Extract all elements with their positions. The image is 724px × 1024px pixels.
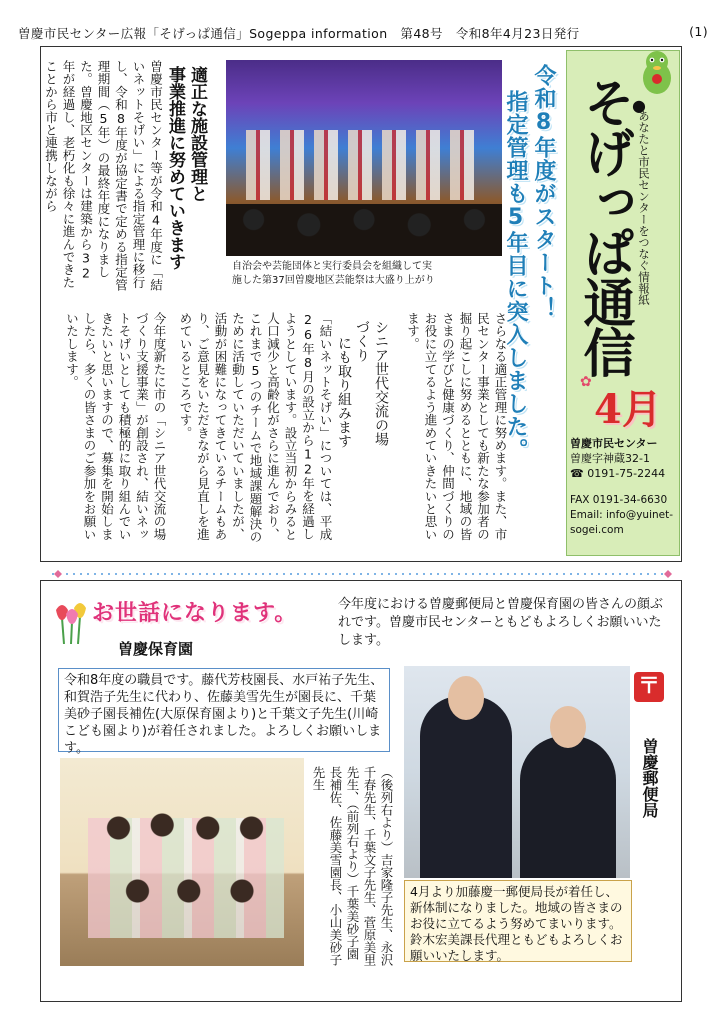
section-heading-2-line1: シニア世代交流の場づくり bbox=[354, 320, 389, 446]
nursery-name: 曽慶保育園 bbox=[118, 640, 194, 658]
post-office-name: 曽慶郵便局 bbox=[640, 738, 659, 818]
photo-caption-line1: 自治会や芸能団体と実行委員会を組織して実 bbox=[232, 261, 432, 272]
decorative-divider bbox=[52, 569, 672, 579]
section-heading-1-line1: 適正な施設管理と bbox=[187, 66, 207, 202]
post-office-text: 4月より加藤慶一郵便局長が着任し、新体制になりました。地域の皆さまのお役に立てるよう努めてまいります。鈴木宏美課長代理ともどもよろしくお願いいたします。 bbox=[410, 884, 623, 963]
staff-woman-head bbox=[550, 706, 586, 748]
mascot-icon bbox=[638, 48, 676, 96]
month-label: 4月 bbox=[594, 386, 662, 433]
main-headline-line1: 令和8年度がスタート！ bbox=[531, 64, 556, 320]
staff-man-head bbox=[448, 676, 484, 720]
section-heading-2-line2: にも取り組みます bbox=[336, 336, 352, 448]
flower-icon: ✿ bbox=[580, 374, 592, 390]
nursery-staff-names: （後列右より）吉家隆子先生、永沢千春先生、千葉文子先生、菅原美里先生、（前列右より）千葉美砂子園長補佐、佐藤美雪園長、小山美砂子先生 bbox=[311, 766, 394, 966]
center-tel: ☎ 0191-75-2244 bbox=[570, 467, 666, 480]
section-heading-1 bbox=[186, 66, 208, 276]
tulip-icon bbox=[52, 600, 92, 644]
main-headline-line2: 指定管理も5年目に突入しました。 bbox=[503, 90, 528, 461]
bullet-dot: ● bbox=[632, 96, 646, 115]
masthead-subtitle: あなたと市民センターをつなぐ情報紙 bbox=[637, 110, 651, 306]
masthead-title: そげっぱ通信 bbox=[574, 76, 634, 376]
performers-graphic bbox=[246, 130, 482, 200]
photo-caption bbox=[232, 260, 508, 288]
photo-caption-line2: 施した第37回曽慶地区芸能祭は大盛り上がり bbox=[232, 275, 435, 286]
post-office-staff-photo bbox=[404, 666, 630, 878]
postmark-icon: 〒 bbox=[634, 672, 664, 702]
bottom-title: お世話になります。 bbox=[92, 601, 298, 626]
nursery-staff-photo bbox=[60, 758, 304, 966]
section-heading-1-line2: 事業推進に努めていきます bbox=[165, 66, 185, 270]
center-fax: FAX 0191-34-6630 bbox=[570, 494, 668, 506]
center-contact bbox=[570, 436, 676, 538]
center-address: 曽慶字神蔵32-1 bbox=[570, 452, 650, 465]
article-column-4: 今年度新たに市の「シニア世代交流の場づくり支援事業」が創設され、結いネットそげいとしても積極的に取り組んでいきたいと思いますので、募集を開始しましたら、多くの皆さまのご参加をお願いいたします。 bbox=[64, 312, 167, 541]
header-text: 曽慶市民センター広報「そげっぱ通信」Sogeppa information 第48号 令和8年4月23日発行 bbox=[18, 26, 580, 41]
staff-man-graphic bbox=[420, 696, 512, 878]
page-header bbox=[18, 24, 708, 42]
staff-woman-graphic bbox=[520, 736, 616, 878]
festival-stage-photo bbox=[226, 60, 502, 256]
audience-graphic bbox=[226, 204, 502, 256]
article-column-2: さらなる適正管理に努めます。また、市民センター事業としても新たな参加者の掘り起こしに努めるとともに、地域の皆さまの学びと健康づくり、仲間づくりのお役に立てるよう進めていきたいと思います。 bbox=[405, 312, 508, 541]
nursery-text: 令和8年度の職員です。藤代芳枝園長、水戸祐子先生、和賀浩子先生に代わり、佐藤美雪先生が園長に、千葉美砂子園長補佐(大原保育園より)と千葉文子先生(川崎こども園より)が着任されました。よろしくお願いします。 bbox=[64, 673, 384, 756]
article-column-3: 「結いネットそげい」については、平成26年8月の設立から12年を経過しようとしています。設立当初からみると人口減少と高齢化がさらに進んでおり、これまで5つのチームで地域課題解決のために活動していただいていましたが、活動が困難になってきているチームもあり、ご意見をいただきながら見直しを進めているところです。 bbox=[178, 312, 333, 544]
staff-heads-graphic bbox=[90, 798, 280, 948]
center-email: Email: info@yuinet-sogei.com bbox=[570, 509, 674, 536]
article-column-1: 曽慶市民センター等が令和4年度に「結いネットそげい」による指定管理に移行し、令和8年度が協定書で定める指定管理期間（5年）の最終年度になりました。曽慶地区センターは建築から32年が経過し、老朽化も徐々に進んできたことから市と連携しながら bbox=[43, 60, 164, 292]
page-number: (1) bbox=[689, 24, 708, 39]
center-name: 曽慶市民センター bbox=[570, 437, 658, 450]
bottom-intro: 今年度における曽慶郵便局と曽慶保育園の皆さんの顔ぶれです。曽慶市民センターともどもよろしくお願いいたします。 bbox=[338, 597, 664, 648]
